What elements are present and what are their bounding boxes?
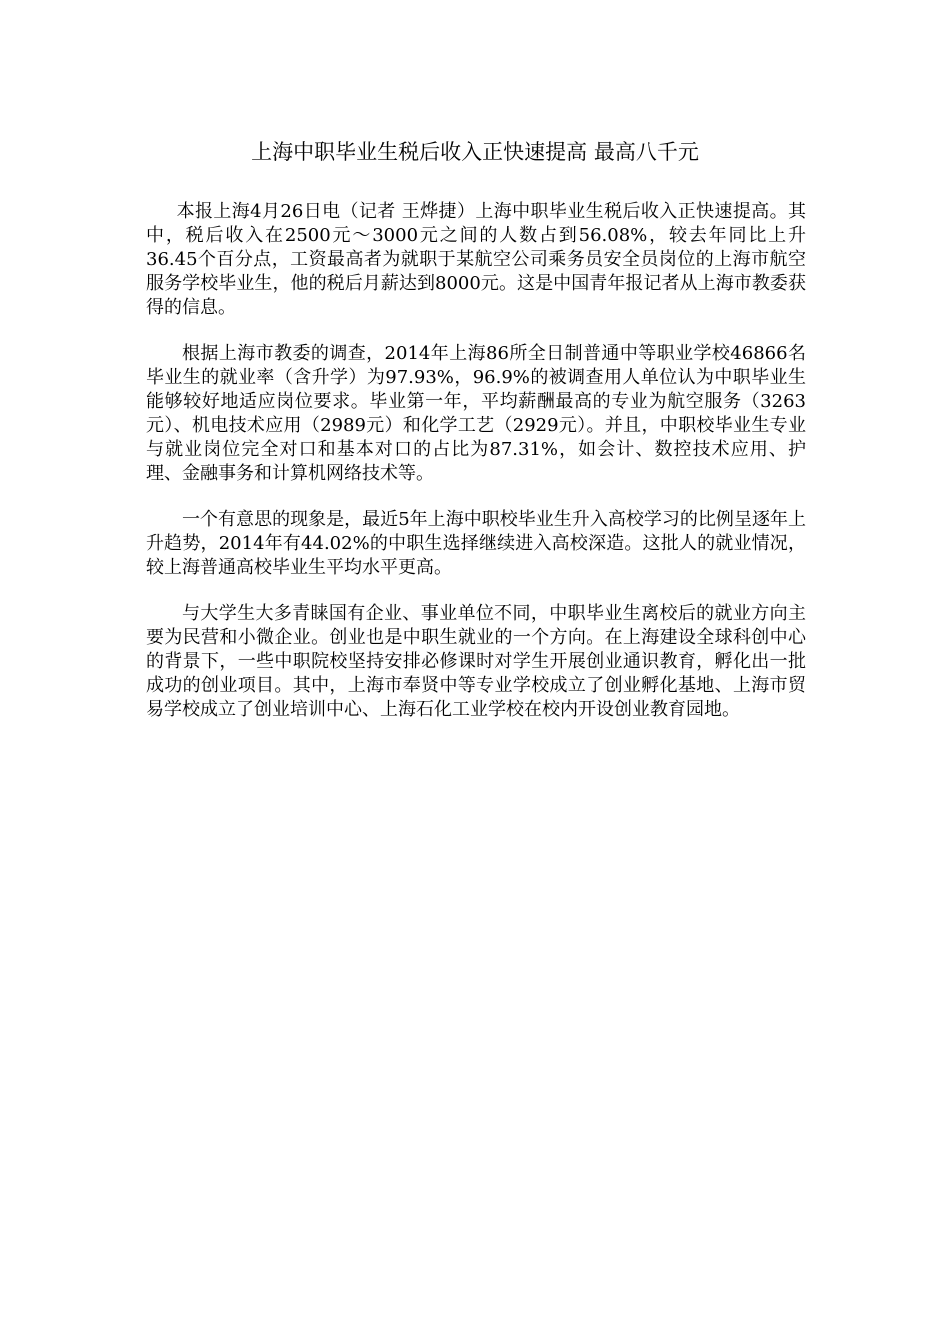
article-title: 上海中职毕业生税后收入正快速提高 最高八千元: [251, 140, 699, 164]
paragraph-1: 本报上海4月26日电（记者 王烨捷）上海中职毕业生税后收入正快速提高。其中，税后收入在2500元～3000元之间的人数占到56.08%，较去年同比上升36.45个百分点，工资最高者为就职于某航空公司乘务员安全员岗位的上海市航空服务学校毕业生，他的税后月薪达到8000元。这是中国青年报记者从上海市教委获得的信息。: [146, 201, 806, 318]
paragraph-2: 根据上海市教委的调查，2014年上海86所全日制普通中等职业学校46866名毕业生的就业率（含升学）为97.93%，96.9%的被调查用人单位认为中职毕业生能够较好地适应岗位要求。毕业第一年，平均薪酬最高的专业为航空服务（3263元）、机电技术应用（2989元）和化学工艺（2929元）。并且，中职校毕业生专业与就业岗位完全对口和基本对口的占比为87.31%，如会计、数控技术应用、护理、金融事务和计算机网络技术等。: [146, 343, 806, 484]
article-body: [146, 200, 806, 744]
paragraph-3: 一个有意思的现象是，最近5年上海中职校毕业生升入高校学习的比例呈逐年上升趋势，2014年有44.02%的中职生选择继续进入高校深造。这批人的就业情况，较上海普通高校毕业生平均水平更高。: [146, 509, 806, 578]
paragraph-4: 与大学生大多青睐国有企业、事业单位不同，中职毕业生离校后的就业方向主要为民营和小微企业。创业也是中职生就业的一个方向。在上海建设全球科创中心的背景下，一些中职院校坚持安排必修课时对学生开展创业通识教育，孵化出一批成功的创业项目。其中，上海市奉贤中等专业学校成立了创业孵化基地、上海市贸易学校成立了创业培训中心、上海石化工业学校在校内开设创业教育园地。: [146, 603, 806, 720]
